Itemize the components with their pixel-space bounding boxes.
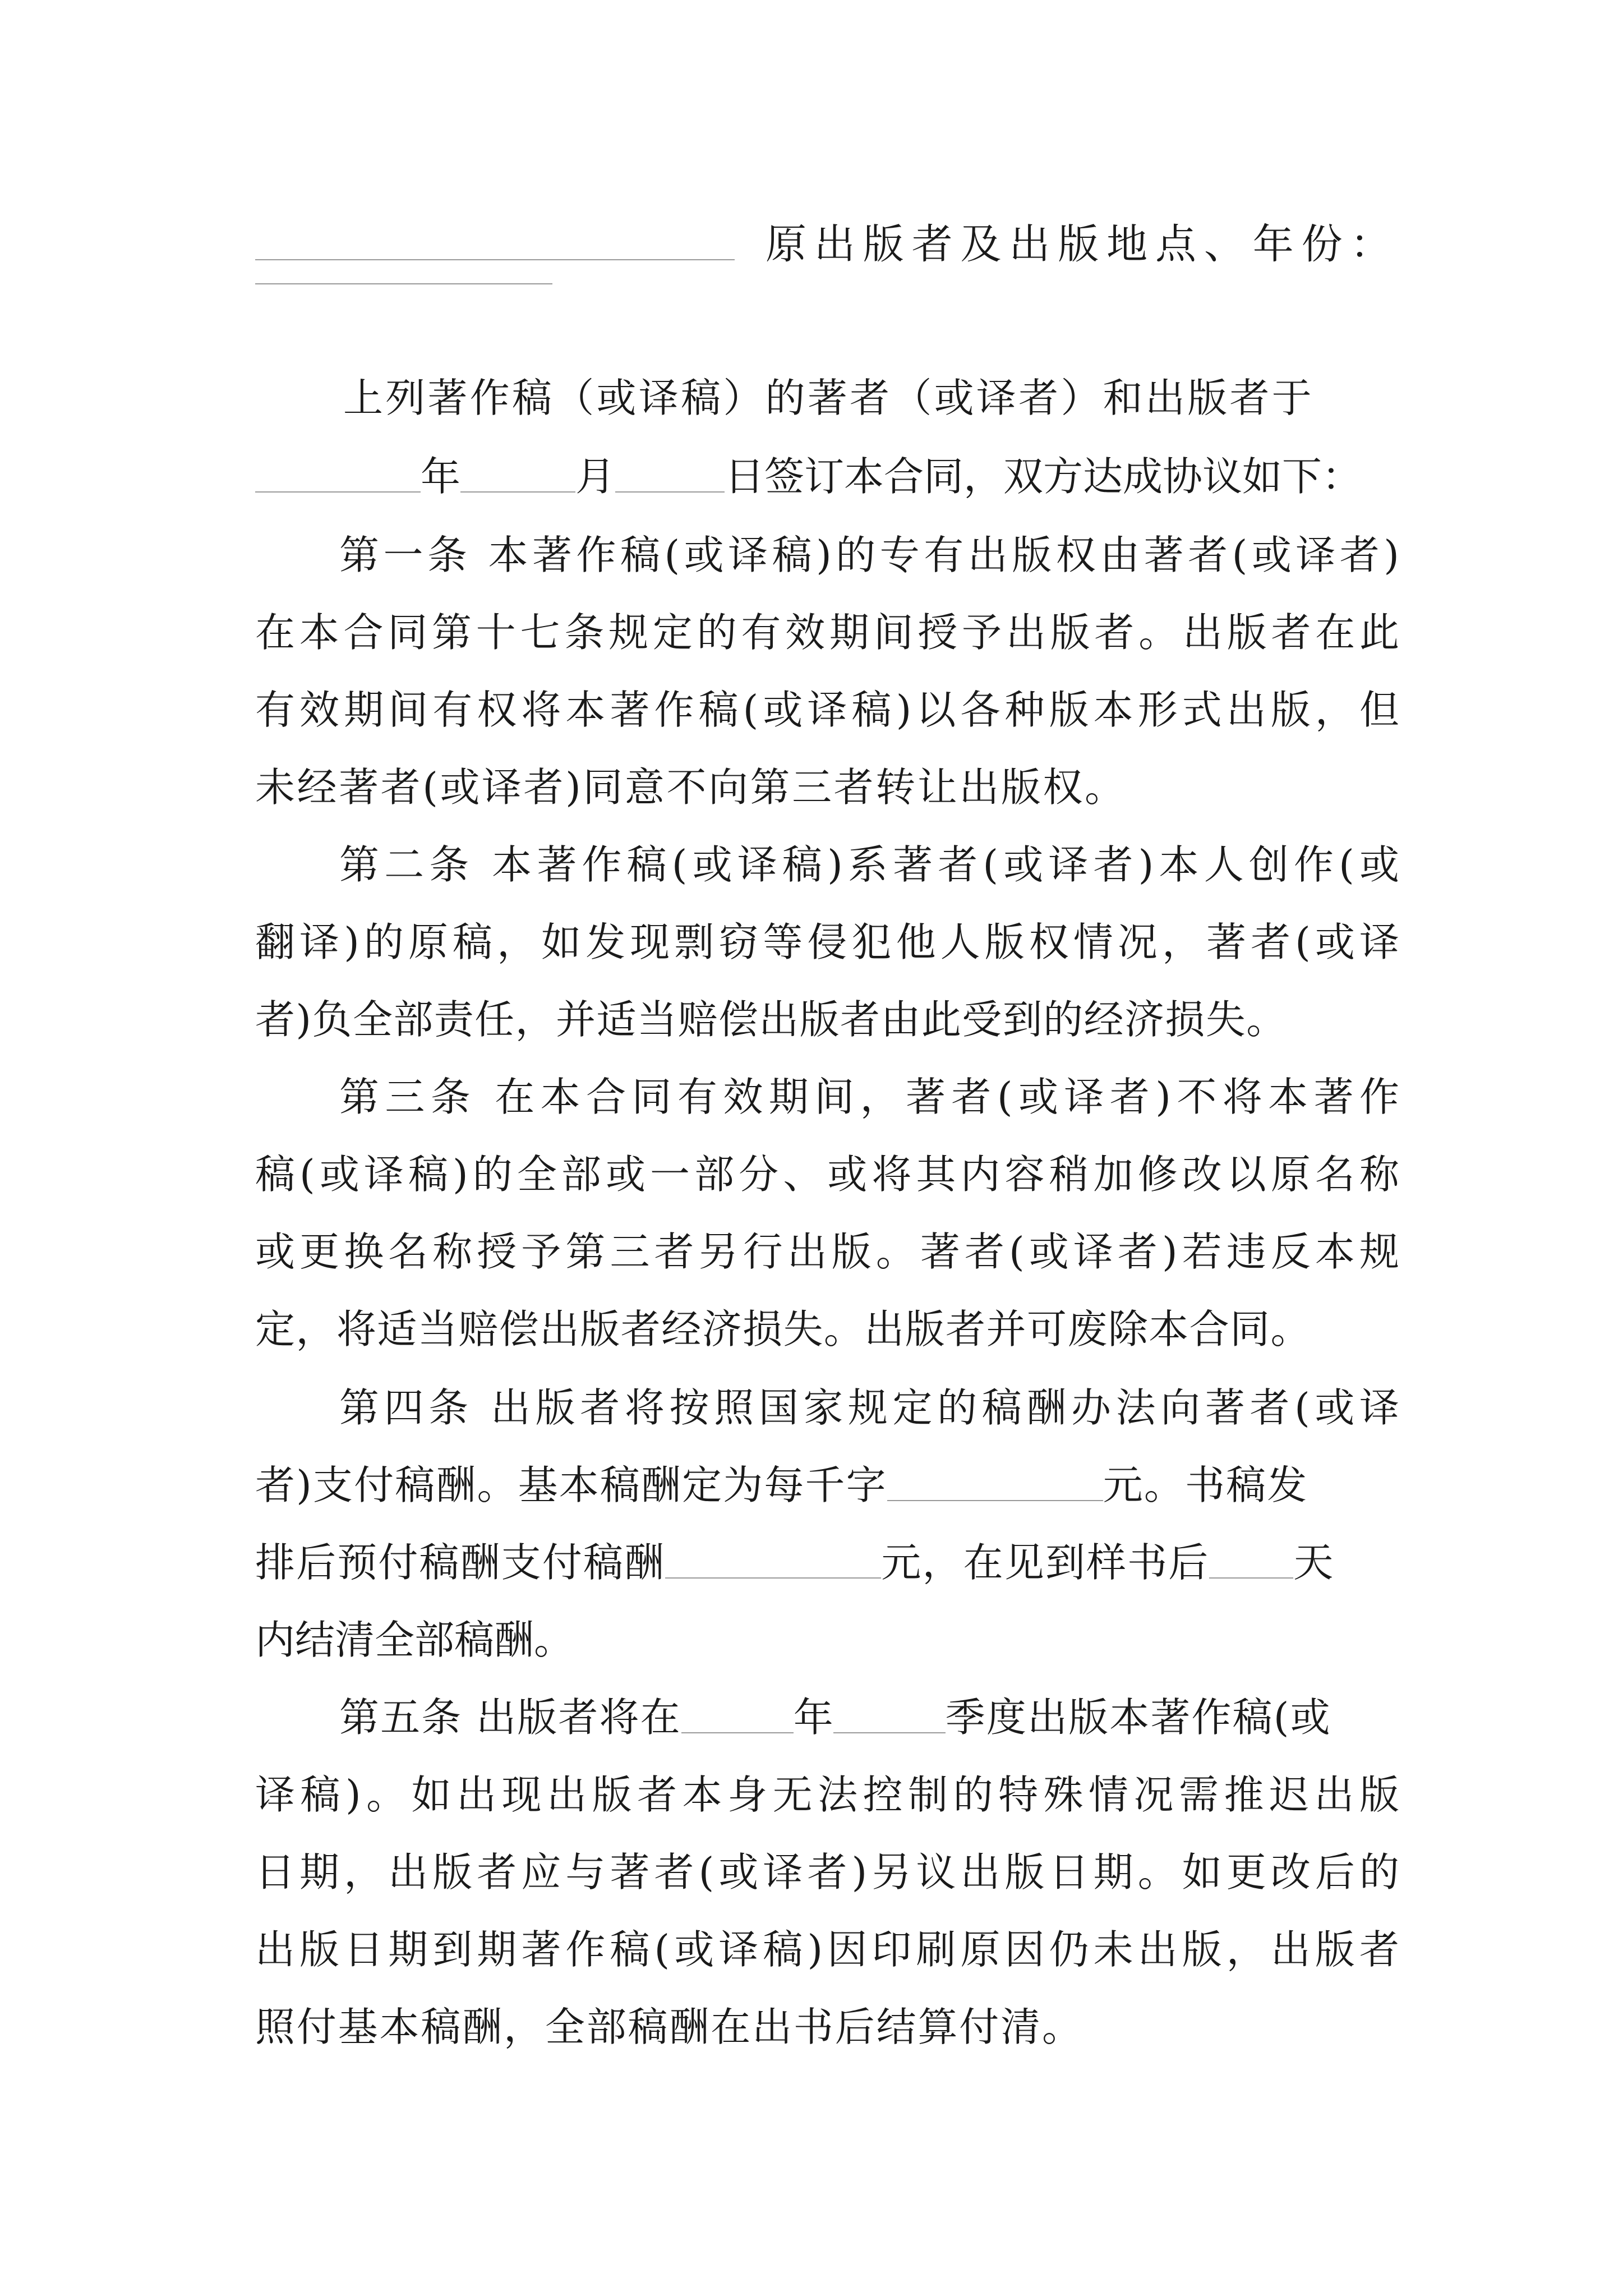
publish-year-label: 年 (793, 1694, 833, 1741)
article-2-line-2: 翻译)的原稿，如发现剽窃等侵犯他人版权情况，著者(或译 (255, 919, 1399, 965)
days-label: 天 (1293, 1539, 1334, 1586)
blank-original-publisher (255, 283, 552, 284)
article-1-line-1: 第一条 本著作稿(或译稿)的专有出版权由著者(或译者) (339, 532, 1399, 578)
blank-days (1209, 1542, 1293, 1579)
article-2-line-3: 者)负全部责任，并适当赔偿出版者由此受到的经济损失。 (255, 996, 1287, 1043)
month-label: 月 (575, 453, 616, 500)
article-5-line-3: 日期，出版者应与著者(或译者)另议出版日期。如更改后的 (255, 1849, 1399, 1895)
year-label: 年 (421, 453, 461, 500)
advance-royalty-text: 排后预付稿酬支付稿酬 (255, 1539, 666, 1586)
article-5-line-5: 照付基本稿酬，全部稿酬在出书后结算付清。 (255, 2004, 1083, 2050)
quarter-text: 季度出版本著作稿(或 (945, 1694, 1331, 1741)
sample-book-text: 元，在见到样书后 (881, 1539, 1210, 1586)
blank-title (255, 222, 735, 260)
preamble-line-1: 上列著作稿（或译稿）的著者（或译者）和出版者于 (343, 375, 1314, 421)
article-3-line-3: 或更换名称授予第三者另行出版。著者(或译者)若违反本规 (255, 1228, 1399, 1275)
day-tail-text: 日签订本合同，双方达成协议如下： (725, 453, 1362, 500)
article-5-line-2: 译稿)。如出现出版者本身无法控制的特殊情况需推迟出版 (255, 1772, 1399, 1818)
article-3-line-1: 第三条 在本合同有效期间，著者(或译者)不将本著作 (339, 1074, 1399, 1120)
article-1-line-3: 有效期间有权将本著作稿(或译稿)以各种版本形式出版，但 (255, 687, 1399, 733)
yuan-manuscript-text: 元。书稿发 (1103, 1462, 1308, 1508)
publish-schedule-text: 第五条 出版者将在 (339, 1694, 681, 1741)
article-1-line-4: 未经著者(或译者)同意不向第三者转让出版权。 (255, 764, 1127, 811)
blank-quarter (833, 1696, 946, 1733)
article-4-line-1: 第四条 出版者将按照国家规定的稿酬办法向著者(或译 (339, 1384, 1399, 1431)
article-3-line-4: 定，将适当赔偿出版者经济损失。出版者并可废除本合同。 (255, 1306, 1311, 1352)
article-5-line-1 (339, 1678, 1399, 1757)
article-4-line-2 (255, 1446, 1399, 1525)
base-royalty-text: 者)支付稿酬。基本稿酬定为每千字 (255, 1462, 887, 1508)
blank-advance-royalty (665, 1542, 881, 1579)
article-3-line-2: 稿(或译稿)的全部或一部分、或将其内容稍加修改以原名称 (255, 1151, 1399, 1198)
blank-royalty-per-thousand (887, 1464, 1103, 1501)
article-4-line-3 (255, 1524, 1399, 1602)
blank-month (460, 455, 575, 493)
article-5-line-4: 出版日期到期著作稿(或译稿)因印刷原因仍未出版，出版者 (255, 1926, 1399, 1973)
preamble-line-2 (255, 438, 1399, 516)
blank-publish-year (681, 1696, 794, 1733)
article-2-line-1: 第二条 本著作稿(或译稿)系著者(或译者)本人创作(或 (339, 841, 1399, 888)
header-line (255, 205, 1399, 284)
article-1-line-2: 在本合同第十七条规定的有效期间授予出版者。出版者在此 (255, 609, 1399, 656)
original-publisher-label: 原出版者及出版地点、年份： (766, 220, 1399, 268)
blank-year (255, 455, 421, 493)
blank-day (615, 455, 725, 493)
article-4-line-4: 内结清全部稿酬。 (255, 1617, 574, 1663)
